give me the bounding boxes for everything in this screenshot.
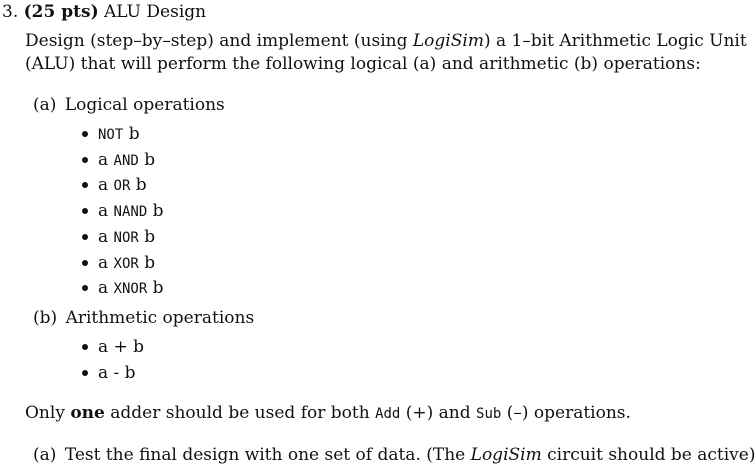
bullet-icon: [82, 208, 88, 214]
operand: a: [98, 149, 114, 170]
logical-item: [98, 124, 140, 145]
tool-name: LogiSim: [412, 31, 484, 51]
note-emphasis: one: [70, 403, 105, 423]
operand: b: [147, 278, 164, 299]
logical-item: [98, 201, 164, 222]
add-op: Add: [375, 406, 401, 422]
intro-text: Design (step–by–step) and implement (using: [25, 31, 413, 51]
logical-item: [98, 150, 155, 171]
operand: a: [98, 201, 114, 222]
operator: AND: [113, 152, 139, 169]
task-label: (a): [33, 445, 57, 465]
bullet-icon: [82, 131, 88, 137]
intro-text: ) a 1–bit Arithmetic Logic Unit: [483, 31, 747, 51]
logical-item: [98, 278, 164, 299]
operator: NOR: [113, 229, 139, 246]
operand: b: [138, 226, 156, 247]
arithmetic-item: a - b: [98, 363, 136, 383]
operator: XOR: [113, 255, 139, 272]
note-text: Only: [25, 403, 71, 423]
note-text: (+) and: [400, 403, 477, 423]
note-text: adder should be used for both: [104, 403, 376, 423]
problem-number: 3.: [2, 2, 19, 22]
intro-line-1: [25, 31, 747, 51]
note-text: (–) operations.: [501, 403, 631, 423]
logical-item: [98, 253, 155, 274]
bullet-icon: [82, 285, 88, 291]
task-text: circuit should be active): [541, 445, 755, 465]
bullet-icon: [82, 182, 88, 188]
tool-name: LogiSim: [470, 445, 542, 465]
operator: XNOR: [113, 281, 148, 298]
problem-title: ALU Design: [104, 2, 207, 22]
operator: OR: [113, 178, 131, 195]
bullet-icon: [82, 344, 88, 350]
intro-line-2: (ALU) that will perform the following logical (a) and arithmetic (b) operations:: [25, 54, 701, 74]
problem-header: [2, 2, 206, 22]
bullet-icon: [82, 234, 88, 240]
operand: a: [98, 175, 114, 196]
sub-op: Sub: [476, 406, 502, 422]
operand: a: [98, 252, 114, 273]
operand: b: [123, 124, 140, 144]
operand: b: [138, 252, 156, 273]
operator: NAND: [113, 204, 148, 221]
bullet-icon: [82, 370, 88, 376]
operand: b: [138, 149, 156, 170]
operand: a: [98, 278, 114, 299]
arithmetic-item: a + b: [98, 337, 145, 357]
logical-item: [98, 227, 155, 248]
adder-note: [25, 403, 631, 424]
operand: b: [130, 175, 147, 196]
task-text: Test the final design with one set of data. (The: [64, 445, 471, 465]
logical-item: [98, 175, 147, 196]
operator: NOT: [98, 127, 124, 143]
operand: a: [98, 226, 114, 247]
arithmetic-label: (b): [33, 308, 58, 328]
logical-title: Logical operations: [64, 95, 225, 115]
problem-points: (25 pts): [23, 2, 99, 22]
test-task: [33, 445, 755, 465]
bullet-icon: [82, 157, 88, 163]
arithmetic-title: Arithmetic operations: [65, 308, 255, 328]
arithmetic-heading: [33, 308, 254, 328]
logical-heading: [33, 95, 225, 115]
operand: b: [147, 201, 164, 222]
bullet-icon: [82, 260, 88, 266]
logical-label: (a): [33, 95, 57, 115]
